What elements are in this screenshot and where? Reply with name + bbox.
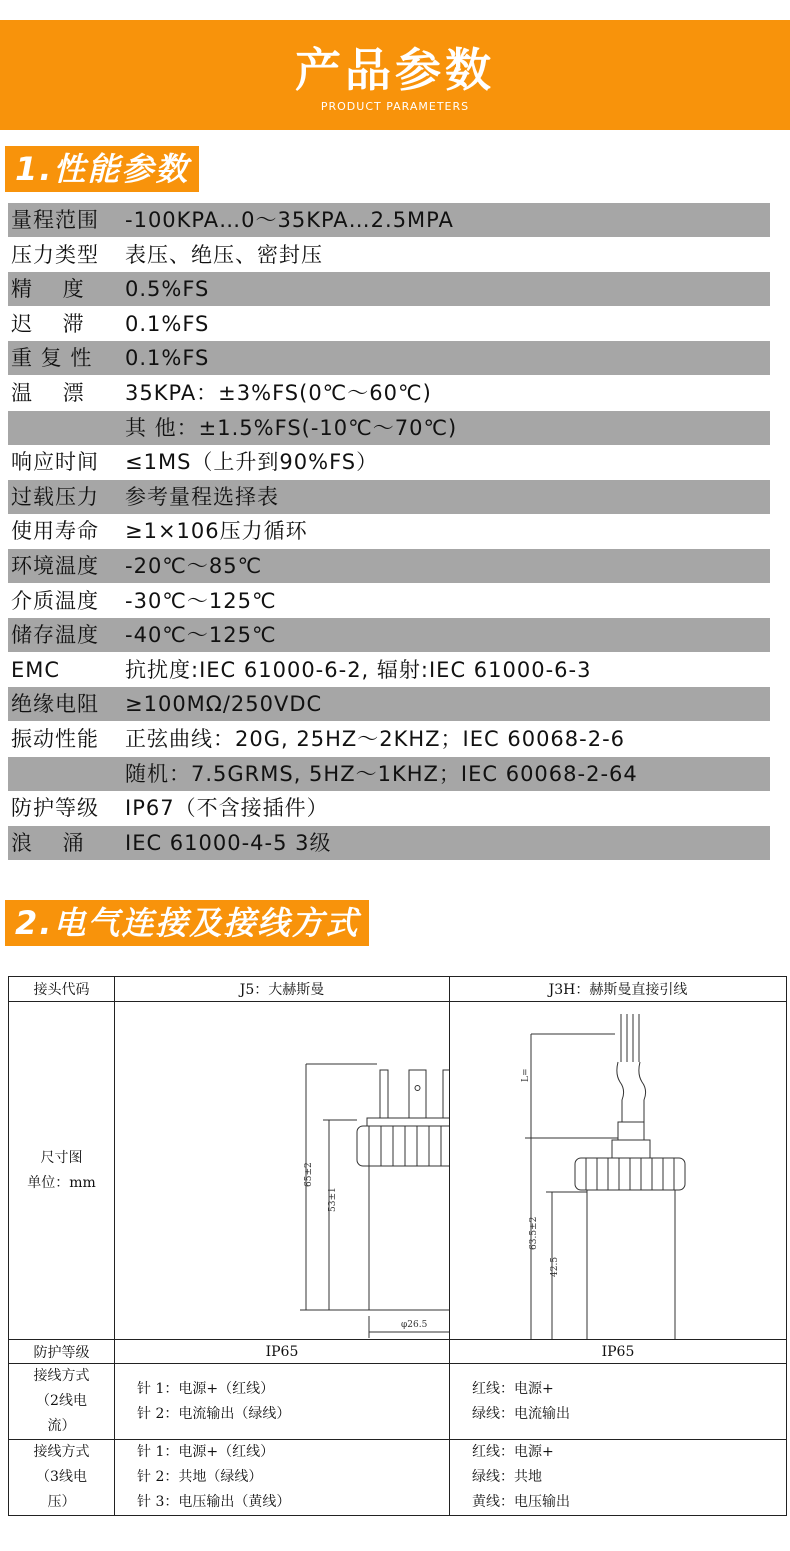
- spec-row: [8, 307, 770, 341]
- spec-row: [8, 584, 770, 618]
- spec-label: 压力类型: [11, 242, 99, 267]
- j5-two-wire-cell: [115, 1364, 450, 1440]
- j3h-wire-line: 绿线：共地: [472, 1469, 542, 1485]
- j5-nut: [357, 1126, 449, 1166]
- three-wire-label: 压）: [47, 1494, 76, 1510]
- three-wire-row: [9, 1440, 787, 1516]
- spec-label: 绝缘电阻: [11, 692, 99, 717]
- j3h-protection: IP65: [450, 1340, 787, 1364]
- spec-label: 重 复 性: [11, 346, 93, 371]
- j5-pin-line: 针 3：电压输出（黄线）: [137, 1494, 291, 1510]
- spec-row: [8, 203, 770, 237]
- protection-label: 防护等级: [9, 1340, 115, 1364]
- spec-row: [8, 376, 770, 410]
- section-wiring-title: 2.电气连接及接线方式: [5, 900, 369, 946]
- spec-row: [8, 272, 770, 306]
- j5-pin: [409, 1070, 426, 1118]
- spec-label: 介质温度: [11, 588, 99, 613]
- spec-label: 环境温度: [11, 554, 99, 578]
- spec-value: 正弦曲线：20G, 25HZ～2KHZ；IEC 60068-2-6: [125, 727, 626, 751]
- two-wire-row: [9, 1364, 787, 1440]
- spec-row: [8, 514, 770, 548]
- spec-row: [8, 687, 770, 721]
- spec-value: 抗扰度:IEC 61000-6-2, 辐射:IEC 61000-6-3: [125, 657, 592, 682]
- spec-label: 温 漂: [11, 381, 85, 405]
- j3h-height-label: 63.5±2: [529, 1216, 539, 1250]
- two-wire-label: （2线电: [36, 1393, 87, 1409]
- spec-row: [8, 757, 770, 791]
- spec-label: 精 度: [11, 277, 85, 302]
- j3h-lead-label: L=: [521, 1068, 531, 1082]
- spec-value: -20℃～85℃: [125, 554, 263, 578]
- two-wire-label-cell: [9, 1364, 115, 1440]
- spec-value: IP67（不含接插件）: [125, 796, 329, 821]
- spec-label: 响应时间: [11, 450, 99, 475]
- spec-row: [8, 722, 770, 756]
- j5-pin-line: 针 1：电源+（红线）: [137, 1444, 275, 1460]
- three-wire-label-cell: [9, 1440, 115, 1516]
- spec-value: 表压、绝压、密封压: [125, 242, 323, 267]
- section-performance-title: 1.性能参数: [5, 146, 199, 192]
- j5-height-label: 65±2: [304, 1162, 314, 1187]
- dimension-label-cell: [9, 1002, 115, 1340]
- spec-row: [8, 341, 770, 375]
- dimension-row: [9, 1002, 787, 1340]
- spec-value: -100KPA…0～35KPA…2.5MPA: [125, 208, 454, 232]
- spec-value: -30℃～125℃: [125, 588, 277, 613]
- spec-label: 过载压力: [11, 484, 99, 509]
- spec-label: EMC: [11, 657, 61, 682]
- spec-row: [8, 411, 770, 445]
- j5-pin-line: 针 2：共地（绿线）: [137, 1469, 263, 1485]
- j5-pin: [443, 1070, 449, 1118]
- j5-pin: [380, 1070, 388, 1118]
- two-wire-label: 流）: [47, 1418, 76, 1434]
- spec-row: [8, 238, 770, 272]
- spec-row: [8, 445, 770, 479]
- spec-value: 0.1%FS: [125, 311, 210, 336]
- j5-protection: IP65: [115, 1340, 450, 1364]
- j3h-body: [587, 1190, 675, 1339]
- wiring-table: [8, 976, 787, 1516]
- j3h-three-wire-cell: [450, 1440, 787, 1516]
- j5-diameter-label: φ26.5: [401, 1320, 428, 1330]
- spec-value: ≥100MΩ/250VDC: [125, 692, 323, 717]
- spec-label: 量程范围: [11, 208, 99, 232]
- spec-value: IEC 61000-4-5 3级: [125, 830, 332, 855]
- spec-row: [8, 826, 770, 860]
- spec-value: 0.5%FS: [125, 277, 210, 302]
- spec-label: 迟 滞: [11, 311, 85, 336]
- j3h-dimension-drawing: [450, 1002, 786, 1339]
- j5-body-label: 53±1: [328, 1187, 338, 1212]
- spec-label: 储存温度: [11, 623, 99, 648]
- j3h-wire-line: 红线：电源+: [472, 1444, 554, 1460]
- header-banner: [0, 20, 790, 130]
- spec-value: 35KPA：±3%FS(0℃～60℃): [125, 381, 432, 405]
- wiring-header-row: [9, 977, 787, 1002]
- spec-row: [8, 653, 770, 687]
- dimension-unit: 单位：mm: [27, 1174, 96, 1191]
- spec-row: [8, 618, 770, 652]
- page-subtitle: PRODUCT PARAMETERS: [320, 100, 470, 113]
- j3h-cable-gland: [618, 1122, 644, 1140]
- j5-drawing-cell: [115, 1002, 450, 1340]
- spec-label: 使用寿命: [11, 519, 99, 544]
- spec-value: ≤1MS（上升到90%FS）: [125, 450, 379, 475]
- spec-value: 随机：7.5GRMS, 5HZ～1KHZ；IEC 60068-2-64: [125, 761, 638, 786]
- j3h-wire-line: 黄线：电压输出: [472, 1494, 570, 1510]
- spec-label: 振动性能: [11, 727, 99, 751]
- j3h-hex: [612, 1140, 650, 1158]
- dimension-label: 尺寸图: [40, 1149, 83, 1166]
- protection-row: [9, 1340, 787, 1364]
- spec-value: ≥1×106压力循环: [125, 519, 308, 544]
- spec-row: [8, 480, 770, 514]
- j3h-drawing-cell: [450, 1002, 787, 1340]
- j3h-body-label: 42.5: [550, 1256, 560, 1277]
- j3h-two-wire-cell: [450, 1364, 787, 1440]
- spec-value: 参考量程选择表: [125, 484, 279, 509]
- j5-body: [369, 1166, 449, 1310]
- header-connector-code: 接头代码: [9, 977, 115, 1002]
- spec-label: 浪 涌: [11, 830, 85, 855]
- header-j3h: J3H：赫斯曼直接引线: [450, 977, 787, 1002]
- spec-value: -40℃～125℃: [125, 623, 277, 648]
- spec-row: [8, 791, 770, 825]
- two-wire-label: 接线方式: [33, 1368, 90, 1384]
- spec-value: 其 他：±1.5%FS(-10℃～70℃): [125, 415, 458, 440]
- j3h-wire-line: 绿线：电流输出: [472, 1405, 570, 1422]
- spec-row: [8, 549, 770, 583]
- three-wire-label: （3线电: [36, 1469, 87, 1485]
- spec-label: 防护等级: [11, 796, 99, 821]
- j5-dimension-drawing: [115, 1002, 449, 1339]
- j5-pin-line: 针 2：电流输出（绿线）: [137, 1405, 291, 1422]
- three-wire-label: 接线方式: [33, 1444, 90, 1460]
- j5-pin-line: 针 1：电源+（红线）: [137, 1380, 275, 1397]
- page-title: 产品参数: [295, 43, 495, 97]
- j5-three-wire-cell: [115, 1440, 450, 1516]
- spec-value: 0.1%FS: [125, 346, 210, 371]
- header-j5: J5：大赫斯曼: [115, 977, 450, 1002]
- j3h-wire-line: 红线：电源+: [472, 1380, 554, 1397]
